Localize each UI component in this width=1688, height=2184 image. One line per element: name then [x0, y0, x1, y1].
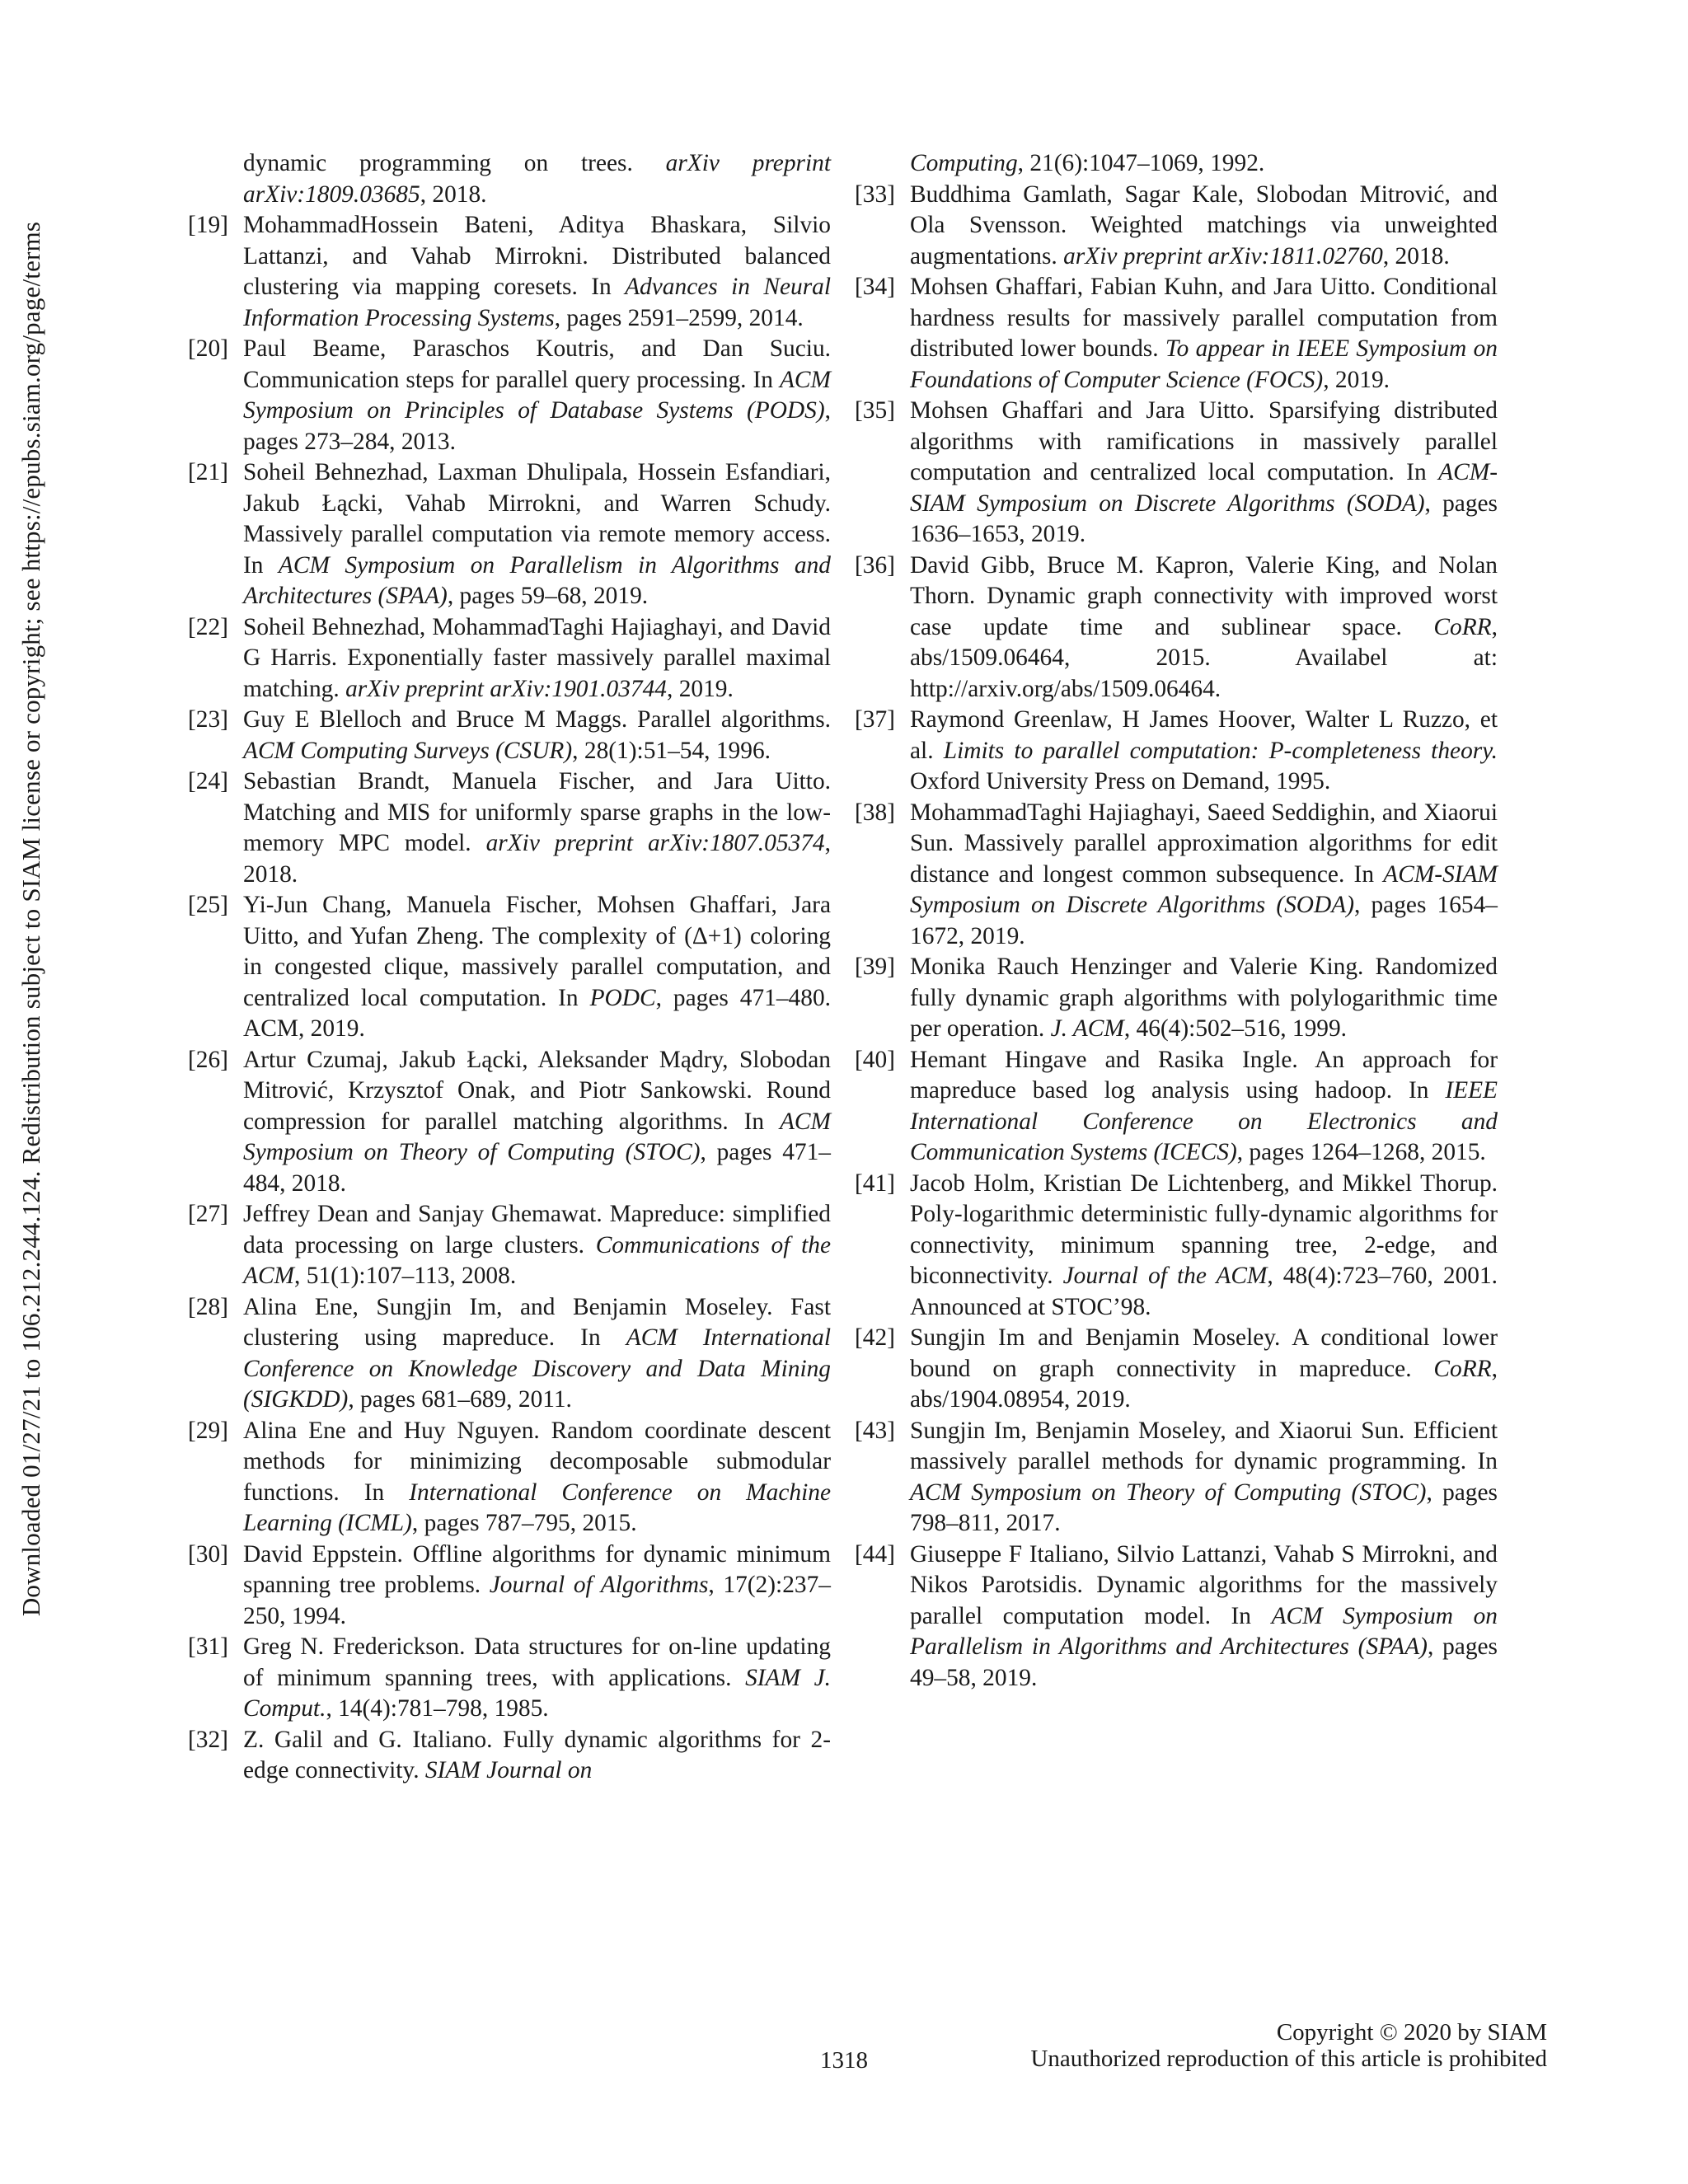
reference-venue-italic: To appear in IEEE Symposium on Foundations of Computer Science (FOCS)	[910, 335, 1498, 393]
reference-text-segment: MohammadHossein Bateni, Aditya Bhaskara, Silvio Lattanzi, and Vahab Mirrokni. Distributed balanced clustering via mapping coresets. In	[243, 212, 831, 300]
reference-text-segment: Sungjin Im, Benjamin Moseley, and Xiaorui Sun. Efficient massively parallel methods for dynamic programming. In	[910, 1417, 1498, 1474]
reference-entry	[855, 396, 1498, 551]
reference-text-segment: Alina Ene and Huy Nguyen. Random coordinate descent methods for minimizing decomposable submodular functions. In	[243, 1417, 831, 1506]
reference-number: [41]	[855, 1169, 895, 1197]
download-notice-text: Downloaded 01/27/21 to 106.212.244.124. Redistribution subject to SIAM license or copyright; see https://epubs.siam.org/page/terms	[16, 221, 45, 1617]
reference-venue-italic: SIAM Journal on	[424, 1757, 593, 1783]
reference-number: [20]	[188, 335, 228, 362]
reference-entry	[188, 148, 831, 210]
reference-text-segment: , abs/1904.08954, 2019.	[910, 1355, 1498, 1413]
reference-text-segment: Sebastian Brandt, Manuela Fischer, and Jara Uitto. Matching and MIS for uniformly sparse graphs in the low-memory MPC model.	[243, 768, 831, 856]
download-notice-sidebar	[0, 0, 58, 2184]
reference-text-segment: Yi-Jun Chang, Manuela Fischer, Mohsen Ghaffari, Jara Uitto, and Yufan Zheng. The complexity of (Δ+1) coloring in congested clique, massively parallel computation, and centralized local computation. In	[243, 892, 831, 1011]
reference-number: [43]	[855, 1417, 895, 1444]
reference-venue-italic: Communications of the ACM	[243, 1231, 831, 1289]
reference-venue-italic: arXiv preprint arXiv:1807.05374	[485, 830, 825, 856]
reference-text	[243, 614, 831, 702]
reference-text	[910, 552, 1498, 702]
reference-entry	[188, 1725, 831, 1787]
reference-entry	[188, 457, 831, 612]
reference-number: [39]	[855, 954, 895, 980]
page-number: 1318	[820, 2047, 868, 2074]
reference-number: [35]	[855, 397, 895, 424]
reference-number: [30]	[188, 1540, 228, 1568]
reference-text-segment: Paul Beame, Paraschos Koutris, and Dan Suciu. Communication steps for parallel query processing. In	[243, 335, 831, 393]
reference-text-segment: David Eppstein. Offline algorithms for dynamic minimum spanning tree problems.	[243, 1540, 831, 1598]
reference-entry	[188, 612, 831, 705]
reference-text-segment: , pages 471–480. ACM, 2019.	[243, 984, 831, 1042]
reference-number: [33]	[855, 180, 895, 208]
reference-entry	[855, 272, 1498, 396]
reference-number: [37]	[855, 706, 895, 733]
reference-text-segment: Greg N. Frederickson. Data structures for on-line updating of minimum spanning trees, with applications.	[243, 1633, 831, 1691]
reference-venue-italic: arXiv preprint arXiv:1901.03744	[345, 675, 668, 702]
reference-venue-italic: ACM Symposium on Principles of Database Systems (PODS)	[243, 366, 831, 424]
reference-venue-italic: ACM International Conference on Knowledge Discovery and Data Mining (SIGKDD)	[243, 1324, 831, 1413]
reference-text-segment: , pages 2591–2599, 2014.	[554, 304, 804, 331]
reference-entry	[855, 1416, 1498, 1540]
reference-venue-italic: PODC	[589, 984, 656, 1011]
copyright-line: Copyright © 2020 by SIAM	[1276, 2019, 1547, 2046]
reference-text-segment: , pages 798–811, 2017.	[910, 1479, 1498, 1536]
reference-entry	[188, 890, 831, 1045]
references-left-column	[188, 148, 831, 1787]
reference-text-segment: , 17(2):237–250, 1994.	[243, 1572, 831, 1629]
reference-text-segment: Sungjin Im and Benjamin Moseley. A conditional lower bound on graph connectivity in mapreduce.	[910, 1324, 1498, 1382]
reference-venue-italic: Journal of the ACM	[1062, 1263, 1268, 1289]
reference-entry	[855, 798, 1498, 953]
reference-text	[243, 1294, 831, 1413]
reference-text-segment: , 2018.	[243, 830, 831, 888]
reference-text-segment: , pages 49–58, 2019.	[910, 1633, 1498, 1691]
reference-entry	[188, 1540, 831, 1633]
reference-text	[910, 397, 1498, 547]
reference-venue-italic: ACM Computing Surveys (CSUR)	[243, 737, 573, 764]
reference-entry	[188, 334, 831, 457]
reference-entry	[855, 952, 1498, 1045]
reference-venue-italic: J. ACM	[1050, 1015, 1124, 1042]
reference-text-segment: , pages 1264–1268, 2015.	[1236, 1139, 1486, 1165]
reference-venue-italic: arXiv preprint arXiv:1809.03685	[243, 150, 831, 208]
reference-entry	[188, 705, 831, 766]
reference-number: [27]	[188, 1201, 228, 1227]
reference-text	[910, 1541, 1498, 1691]
reference-text-segment: , 51(1):107–113, 2008.	[294, 1263, 517, 1289]
reference-text	[243, 1418, 831, 1537]
reference-entry	[188, 1632, 831, 1725]
reference-venue-italic: Advances in Neural Information Processing Systems	[243, 274, 832, 331]
reference-text-segment: Guy E Blelloch and Bruce M Maggs. Parallel algorithms.	[243, 706, 831, 733]
reference-text-segment: Oxford University Press on Demand, 1995.	[910, 768, 1331, 794]
reference-text-segment: , 2019.	[667, 675, 734, 702]
reference-number: [40]	[855, 1046, 895, 1073]
reference-text-segment: , 21(6):1047–1069, 1992.	[1017, 150, 1265, 176]
reference-text-segment: , pages 1654–1672, 2019.	[910, 892, 1498, 949]
reference-text	[910, 181, 1498, 269]
reference-venue-italic: ACM-SIAM Symposium on Discrete Algorithms (SODA)	[910, 459, 1498, 517]
reference-text-segment: , 2018.	[1382, 242, 1450, 269]
reference-venue-italic: ACM-SIAM Symposium on Discrete Algorithms (SODA)	[910, 860, 1498, 918]
reference-text-segment: Alina Ene, Sungjin Im, and Benjamin Moseley. Fast clustering using mapreduce. In	[243, 1293, 831, 1351]
reference-venue-italic: ACM Symposium on Theory of Computing (STOC)	[243, 1108, 831, 1165]
reference-number: [32]	[188, 1726, 228, 1753]
reference-text-segment: MohammadTaghi Hajiaghayi, Saeed Seddighin, and Xiaorui Sun. Massively parallel approximation algorithms for edit distance and longest common subsequence. In	[910, 799, 1498, 888]
reference-venue-italic: CoRR	[1433, 613, 1492, 640]
reference-number: [22]	[188, 613, 228, 640]
reference-text	[243, 1541, 831, 1629]
reference-text-segment: , 46(4):502–516, 1999.	[1123, 1015, 1348, 1042]
reference-entry	[855, 551, 1498, 705]
reference-text-segment: , pages 471–484, 2018.	[243, 1139, 831, 1197]
reference-entry	[855, 1169, 1498, 1324]
reference-number: [38]	[855, 799, 895, 826]
reference-text-segment: , 14(4):781–798, 1985.	[326, 1695, 549, 1722]
reference-text	[243, 892, 831, 1042]
reference-text-segment: , pages 59–68, 2019.	[447, 583, 649, 609]
reference-number: [36]	[855, 551, 895, 579]
copyright-footer	[1030, 2019, 1547, 2072]
reference-text-segment: David Gibb, Bruce M. Kapron, Valerie King, and Nolan Thorn. Dynamic graph connectivity with improved worst case update time and sublinear space.	[910, 551, 1498, 640]
reference-text	[910, 706, 1498, 794]
reference-number: [24]	[188, 768, 228, 794]
reference-number: [44]	[855, 1540, 895, 1568]
reference-venue-italic: Limits to parallel computation: P-completeness theory.	[943, 737, 1498, 764]
reference-entry	[855, 148, 1498, 180]
reference-text-segment: Z. Galil and G. Italiano. Fully dynamic algorithms for 2-edge connectivity.	[243, 1726, 831, 1783]
reference-text-segment: , pages 787–795, 2015.	[411, 1510, 637, 1536]
reference-text	[910, 1170, 1498, 1320]
reference-text-segment: , abs/1509.06464, 2015. Availabel at: http://arxiv.org/abs/1509.06464.	[910, 613, 1498, 702]
reference-text-segment: Raymond Greenlaw, H James Hoover, Walter L Ruzzo, et al.	[910, 706, 1498, 764]
reference-number: [29]	[188, 1417, 228, 1444]
reference-venue-italic: SIAM J. Comput.	[243, 1664, 831, 1722]
reference-venue-italic: ACM Symposium on Parallelism in Algorithms and Architectures (SPAA)	[243, 551, 831, 609]
reference-text-segment: Soheil Behnezhad, MohammadTaghi Hajiaghayi, and David G Harris. Exponentially faster massively parallel maximal matching.	[243, 613, 831, 702]
reference-text	[910, 1418, 1498, 1537]
reference-text	[910, 274, 1498, 393]
reference-text	[910, 799, 1498, 949]
reference-text-segment: Mohsen Ghaffari, Fabian Kuhn, and Jara Uitto. Conditional hardness results for massively parallel computation from distributed lower bounds.	[910, 274, 1498, 362]
reference-text	[243, 150, 831, 208]
reference-text-segment: , 2019.	[1323, 366, 1390, 393]
reference-venue-italic: Journal of Algorithms	[489, 1572, 709, 1598]
reference-text-segment: Monika Rauch Henzinger and Valerie King. Randomized fully dynamic graph algorithms with polylogarithmic time per operation.	[910, 954, 1498, 1042]
reference-text-segment: , 48(4):723–760, 2001. Announced at STOC’98.	[910, 1263, 1498, 1320]
reference-text	[243, 706, 831, 764]
reproduction-notice: Unauthorized reproduction of this article is prohibited	[1030, 2046, 1547, 2072]
reference-text	[243, 1633, 831, 1722]
reference-number: [21]	[188, 459, 228, 485]
reference-number: [42]	[855, 1324, 895, 1351]
reference-number: [26]	[188, 1046, 228, 1073]
reference-text-segment: Buddhima Gamlath, Sagar Kale, Slobodan Mitrović, and Ola Svensson. Weighted matchings via unweighted augmentations.	[910, 180, 1498, 269]
reference-number: [31]	[188, 1633, 228, 1660]
reference-text-segment: Jeffrey Dean and Sanjay Ghemawat. Mapreduce: simplified data processing on large clusters.	[243, 1201, 831, 1258]
reference-text	[910, 150, 1264, 176]
reference-text	[243, 1047, 831, 1197]
reference-text-segment: Soheil Behnezhad, Laxman Dhulipala, Hossein Esfandiari, Jakub Łącki, Vahab Mirrokni, and Warren Schudy. Massively parallel computation via remote memory access. In	[243, 459, 831, 579]
reference-entry	[188, 1199, 831, 1292]
reference-venue-italic: Computing	[910, 150, 1018, 176]
reference-text-segment: Artur Czumaj, Jakub Łącki, Aleksander Mądry, Slobodan Mitrović, Krzysztof Onak, and Piotr Sankowski. Round compression for parallel matching algorithms. In	[243, 1046, 831, 1135]
reference-venue-italic: ACM Symposium on Parallelism in Algorithms and Architectures (SPAA)	[910, 1602, 1498, 1660]
reference-text-segment: Mohsen Ghaffari and Jara Uitto. Sparsifying distributed algorithms with ramifications in massively parallel computation and centralized local computation. In	[910, 397, 1498, 485]
reference-text	[910, 1047, 1498, 1166]
reference-text-segment: , pages 681–689, 2011.	[348, 1386, 572, 1413]
reference-text	[243, 1727, 831, 1784]
reference-entry	[188, 210, 831, 334]
reference-text-segment: , 28(1):51–54, 1996.	[572, 737, 771, 764]
reference-number: [34]	[855, 274, 895, 300]
reference-text-segment: Hemant Hingave and Rasika Ingle. An approach for mapreduce based log analysis using hadoop. In	[910, 1046, 1498, 1104]
reference-text	[243, 212, 831, 331]
reference-text-segment: , 2018.	[420, 180, 487, 208]
reference-text-segment: , pages 1636–1653, 2019.	[910, 490, 1498, 547]
reference-text	[243, 459, 831, 609]
reference-text-segment: , pages 273–284, 2013.	[243, 397, 831, 455]
reference-number: [19]	[188, 212, 228, 238]
reference-entry	[188, 1292, 831, 1416]
reference-entry	[855, 1540, 1498, 1694]
reference-entry	[855, 180, 1498, 273]
reference-entry	[188, 766, 831, 890]
reference-venue-italic: IEEE International Conference on Electronics and Communication Systems (ICECS)	[910, 1077, 1498, 1165]
reference-text	[243, 768, 831, 888]
reference-text	[910, 1324, 1498, 1413]
reference-venue-italic: arXiv preprint arXiv:1811.02760	[1063, 242, 1383, 269]
reference-text	[243, 335, 831, 455]
reference-number: [23]	[188, 706, 228, 733]
reference-text-segment: Giuseppe F Italiano, Silvio Lattanzi, Vahab S Mirrokni, and Nikos Parotsidis. Dynamic algorithms for the massively parallel computation model. In	[910, 1540, 1498, 1629]
reference-venue-italic: International Conference on Machine Learning (ICML)	[243, 1479, 831, 1536]
reference-venue-italic: CoRR	[1433, 1355, 1492, 1382]
reference-venue-italic: ACM Symposium on Theory of Computing (STOC)	[910, 1479, 1427, 1506]
reference-entry	[855, 1045, 1498, 1169]
reference-number: [28]	[188, 1293, 228, 1320]
references-right-column	[855, 148, 1498, 1694]
reference-entry	[188, 1045, 831, 1200]
reference-number: [25]	[188, 892, 228, 918]
reference-text-segment: Jacob Holm, Kristian De Lichtenberg, and Mikkel Thorup. Poly-logarithmic deterministic fully-dynamic algorithms for connectivity, minimum spanning tree, 2-edge, and biconnectivity.	[910, 1169, 1498, 1289]
reference-text-segment: dynamic programming on trees.	[243, 150, 666, 176]
reference-entry	[188, 1416, 831, 1540]
reference-entry	[855, 705, 1498, 798]
reference-entry	[855, 1323, 1498, 1416]
reference-text	[243, 1201, 831, 1289]
reference-text	[910, 954, 1498, 1042]
